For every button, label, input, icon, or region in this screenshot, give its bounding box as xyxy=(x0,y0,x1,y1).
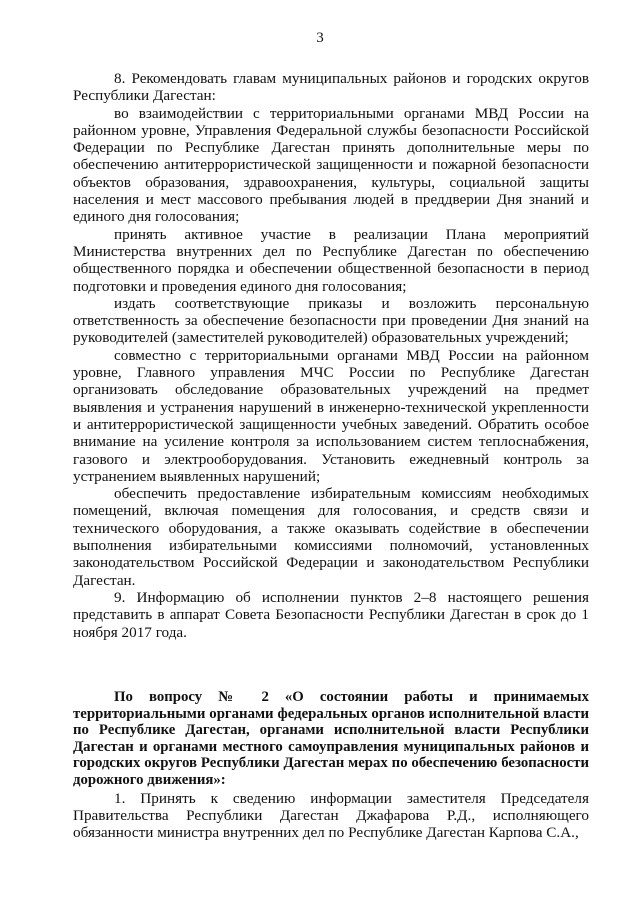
paragraph-participation-plan: принять активное участие в реализации Плана мероприятий Министерства внутренних дел по Республике Дагестан по обеспечению общественного порядка и обеспечении общественной безопасности в период подготовки и проведения единого дня голосования; xyxy=(73,225,589,295)
paragraph-item-9-report: 9. Информацию об исполнении пунктов 2–8 настоящего решения представить в аппарат Совета Безопасности Республики Дагестан в срок до 1 ноября 2017 года. xyxy=(73,588,589,641)
paragraph-election-premises: обеспечить предоставление избирательным комиссиям необходимых помещений, включая помещения для голосования, и средств связи и технического оборудования, а также оказывать содействие в обеспечении выполнения избирательными комиссиями полномочий, установленных законодательством Российской Федерации и законодательством Республики Дагестан. xyxy=(73,485,589,589)
paragraph-item-8-intro: 8. Рекомендовать главам муниципальных районов и городских округов Республики Дагестан: xyxy=(73,70,589,105)
paragraph-inspection-schools: совместно с территориальными органами МВД России на районном уровне, Главного управления МЧС России по Республике Дагестан организовать обследование образовательных учреждений на предмет выявления и устранения нарушений в инженерно-технической укрепленности и антитеррористической защищенности учебных заведений. Обратить особое внимание на усиление контроля за использованием систем теплоснабжения, газового и электрооборудования. Установить ежедневный контроль за устранением выявленных нарушений; xyxy=(73,346,589,485)
paragraph-issue-orders: издать соответствующие приказы и возложить персональную ответственность за обеспечение безопасности при проведении Дня знаний на руководителей (заместителей руководителей) образовательных учреждений; xyxy=(73,294,589,347)
paragraph-question-2-item-1: 1. Принять к сведению информации заместителя Председателя Правительства Республики Дагестан Джафарова Р.Д., исполняющего обязанности министра внутренних дел по Республике Дагестан Карпова С.А., xyxy=(73,789,589,842)
paragraph-interaction-mvd-fsb: во взаимодействии с территориальными органами МВД России на районном уровне, Управления Федеральной службы безопасности Российской Федерации по Республике Дагестан принять дополнительные меры по обеспечению антитеррористической защищенности и пожарной безопасности объектов образования, здравоохранения, культуры, социальной защиты населения и мест массового пребывания людей в преддверии Дня знаний и единого дня голосования; xyxy=(73,104,589,226)
decision-item-8-and-9 xyxy=(73,70,589,641)
page-number: 3 xyxy=(316,30,324,46)
question-2-section xyxy=(73,689,589,841)
section-heading-question-2: По вопросу № 2 «О состоянии работы и принимаемых территориальными органами федеральных органов исполнительной власти по Республике Дагестан, органами исполнительной власти Республики Дагестан и органами местного самоуправления муниципальных районов и городских округов Республики Дагестан мерах по обеспечению безопасности дорожного движения»: xyxy=(73,689,589,788)
